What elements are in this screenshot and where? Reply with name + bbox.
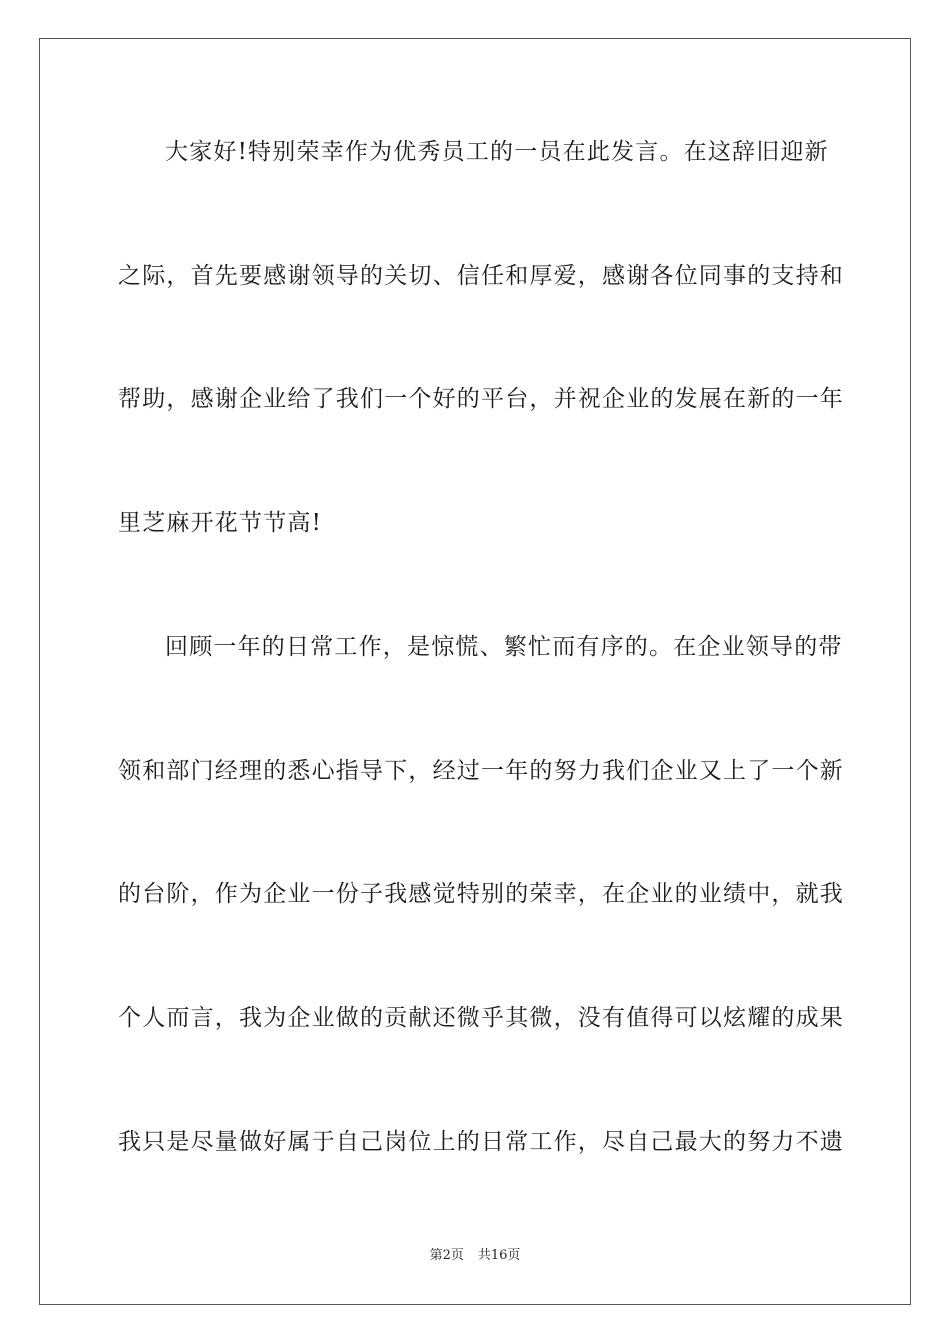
page-total: 共16页	[477, 1248, 521, 1263]
paragraph-1-line-4: 里芝麻开花节节高!	[118, 510, 323, 536]
paragraph-2-line-4: 个人而言，我为企业做的贡献还微乎其微，没有值得可以炫耀的成果	[118, 1005, 844, 1031]
paragraph-1-line-3: 帮助，感谢企业给了我们一个好的平台，并祝企业的发展在新的一年	[118, 386, 844, 412]
page-number: 第2页	[429, 1248, 464, 1263]
paragraph-2-line-5: 我只是尽量做好属于自己岗位上的日常工作，尽自己最大的努力不遗	[118, 1129, 844, 1155]
paragraph-2-line-2: 领和部门经理的悉心指导下，经过一年的努力我们企业又上了一个新	[118, 758, 844, 784]
page-border	[39, 38, 911, 1305]
paragraph-2-line-1: 回顾一年的日常工作，是惊慌、繁忙而有序的。在企业领导的带	[165, 634, 843, 660]
paragraph-2-line-3: 的台阶，作为企业一份子我感觉特别的荣幸，在企业的业绩中，就我	[118, 881, 844, 907]
paragraph-1-line-2: 之际，首先要感谢领导的关切、信任和厚爱，感谢各位同事的支持和	[118, 263, 844, 289]
page-footer	[0, 1247, 950, 1265]
paragraph-1-line-1: 大家好!特别荣幸作为优秀员工的一员在此发言。在这辞旧迎新	[165, 139, 829, 165]
